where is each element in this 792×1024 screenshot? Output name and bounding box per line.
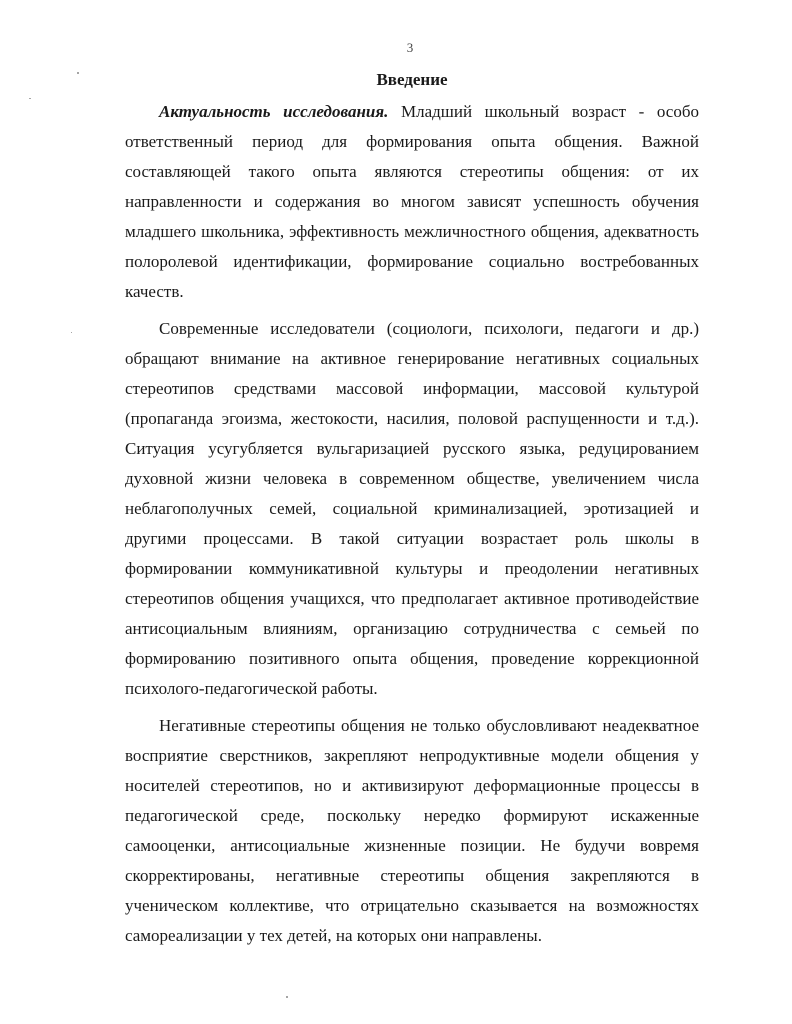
page-number: 3	[406, 40, 414, 55]
paragraph-text: Современные исследователи (социологи, психологи, педагоги и др.) обращают внимание на активное генерирование негативных социальных стереотипов средствами массовой информации, массовой культурой (пропаганда эгоизма, жестокости, насилия, половой распущенности и т.д.). Ситуация усугубляется вульгаризацией русского языка, редуцированием духовной жизни человека в современном обществе, увеличением числа неблагополучных семей, социальной криминализацией, эротизацией и другими процессами. В такой ситуации возрастает роль школы в формировании коммуникативной культуры и преодолении негативных стереотипов общения учащихся, что предполагает активное противодействие антисоциальным влияниям, организацию сотрудничества с семьей по формированию позитивного опыта общения, проведение коррекционной психолого-педагогической работы.	[125, 319, 699, 698]
paragraph-text: Негативные стереотипы общения не только обусловливают неадекватное восприятие сверстников, закрепляют непродуктивные модели общения у носителей стереотипов, но и активизируют деформационные процессы в педагогической среде, поскольку нередко формируют искаженные самооценки, антисоциальные жизненные позиции. Не будучи вовремя скорректированы, негативные стереотипы общения закрепляются в ученическом коллективе, что отрицательно сказывается на возможностях самореализации у тех детей, на которых они направлены.	[125, 716, 699, 945]
paragraph	[125, 711, 699, 951]
paragraph	[125, 97, 699, 307]
scan-speck	[77, 72, 79, 74]
paragraph-text: Младший школьный возраст - особо ответственный период для формирования опыта общения. Важной составляющей такого опыта являются стереотипы общения: от их направленности и содержания во многом зависят успешность обучения младшего школьника, эффективность межличностного общения, адекватность полоролевой идентификации, формирование социально востребованных качеств.	[125, 102, 700, 301]
scan-speck	[286, 996, 288, 998]
scan-speck	[29, 98, 31, 99]
body-text	[125, 97, 699, 958]
paragraph-lead: Актуальность исследования.	[159, 102, 389, 121]
page-title: Введение	[376, 70, 448, 89]
paragraph	[125, 314, 699, 704]
scan-speck	[71, 332, 72, 333]
